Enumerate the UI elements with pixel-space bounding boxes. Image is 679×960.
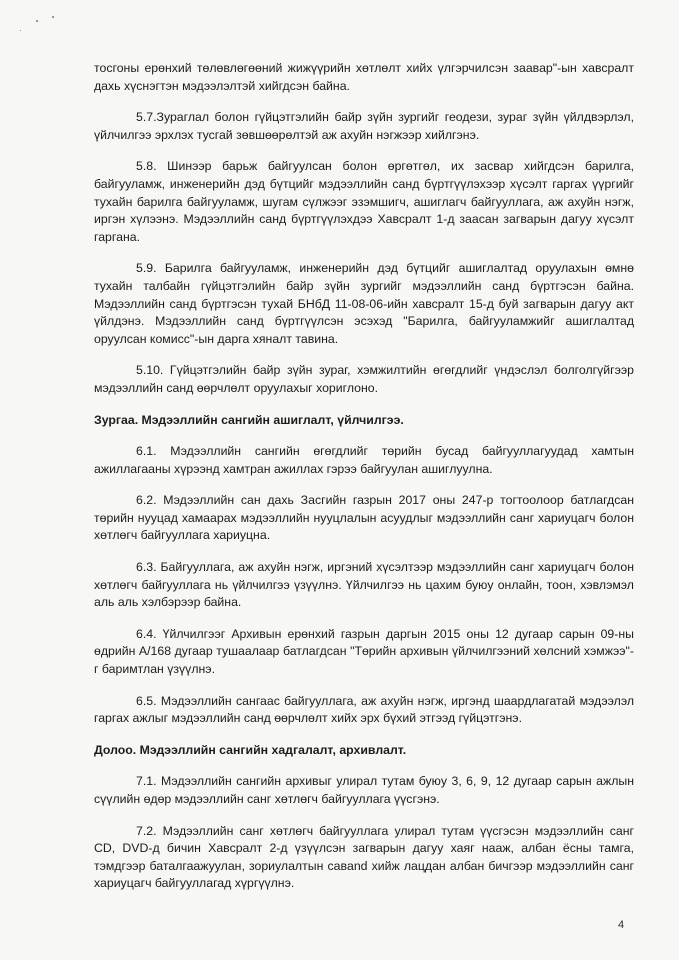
paragraph-5-8: 5.8. Шинээр барьж байгуулсан болон өргөтгөл, их засвар хийгдсэн барилга, байгууламж, инженерийн дэд бүтцийг мэдээллийн санд бүртгүүлэхээр хүсэлт гаргах үүргийг тухайн барилга байгууламж, шугам сүлжээг эзэмшигч, ашиглагч байгууллага, аж ахуйн нэгж, иргэн хүлээнэ. Мэдээллийн санд бүртгүүлэхдээ Хавсралт 1-д заасан загварын дагуу хүсэлт гаргана. bbox=[94, 159, 634, 244]
paragraph-6-5: 6.5. Мэдээллийн сангаас байгууллага, аж ахуйн нэгж, иргэнд шаардлагатай мэдээлэл гаргах ажлыг мэдээллийн санд өөрчлөлт хийх эрх бүхий этгээд гүйцэтгэнэ. bbox=[94, 693, 634, 726]
scan-speck bbox=[36, 20, 38, 22]
page-number: 4 bbox=[618, 919, 625, 931]
paragraph-7-1: 7.1. Мэдээллийн сангийн архивыг улирал тутам буюу 3, 6, 9, 12 дугаар сарын ажлын сүүлийн өдөр мэдээллийн санг хөтлөгч байгууллага үүсгэнэ. bbox=[94, 774, 634, 806]
section-heading-7: Долоо. Мэдээллийн сангийн хадгалалт, архивлалт. bbox=[94, 742, 407, 757]
paragraph-6-1: 6.1. Мэдээллийн сангийн өгөгдлийг төрийн бусад байгууллагуудад хамтын ажиллагааны хүрээнд хамтран ажиллах гэрээ байгуулан ашиглуулна. bbox=[94, 444, 634, 476]
paragraph-7-2: 7.2. Мэдээллийн санг хөтлөгч байгууллага улирал тутам үүсгэсэн мэдээллийн санг CD, DVD-д бичин Хавсралт 2-д үзүүлсэн загварын дагуу хаяг нааж, албан ёсны тамга, тэмдгээр баталгаажуулан, зориулалтын савand хийж лацдан албан бичгээр мэдээллийн санг хариуцагч байгууллагад хүргүүлнэ. bbox=[94, 823, 634, 891]
paragraph-5-10: 5.10. Гүйцэтгэлийн байр зүйн зураг, хэмжилтийн өгөгдлийг үндэслэл болголгүйгээр мэдээллийн санд өөрчлөлт оруулахыг хориглоно. bbox=[94, 363, 634, 395]
scan-speck bbox=[52, 16, 54, 18]
scan-speck bbox=[20, 30, 21, 31]
paragraph-5-7: 5.7.Зураглал болон гүйцэтгэлийн байр зүйн зургийг геодези, зураг зүйн үйлдвэрлэл, үйлчилгээ эрхлэх тусгай зөвшөөрөлтэй аж ахуйн нэгжээр хийлгэнэ. bbox=[94, 110, 634, 142]
paragraph-5-9: 5.9. Барилга байгууламж, инженерийн дэд бүтцийг ашиглалтад оруулахын өмнө тухайн талбайн гүйцэтгэлийн байр зүйн зургийг мэдээллийн санд бүртгэсэн байна. Мэдээллийн санд бүртгэсэн тухай БНбД 11-08-06-ийн хавсралт 15-д буй загварын дагуу акт үйлдэнэ. Мэдээллийн санд бүртгүүлсэн эсэхэд "Барилга, байгууламжийг ашиглалтад оруулсан комисс"-ын дарга хяналт тавина. bbox=[94, 261, 634, 346]
section-heading-6: Зургаа. Мэдээллийн сангийн ашиглалт, үйлчилгээ. bbox=[94, 412, 404, 427]
paragraph-6-3: 6.3. Байгууллага, аж ахуйн нэгж, иргэний хүсэлтээр мэдээллийн санг хариуцагч болон хөтлөгч байгууллага нь үйлчилгээ үзүүлнэ. Үйлчилгээ нь цахим буюу онлайн, тоон, хэвлэмэл аль аль хэлбэрээр байна. bbox=[94, 560, 634, 610]
document-body bbox=[94, 60, 634, 907]
paragraph-continuation: тосгоны ерөнхий төлөвлөгөөний жижүүрийн хөтлөлт хийх үлгэрчилсэн заавар"-ын хавсралт дахь хүснэгтэн мэдээлэлтэй хийгдсэн байна. bbox=[94, 61, 634, 93]
paragraph-6-4: 6.4. Үйлчилгээг Архивын ерөнхий газрын даргын 2015 оны 12 дугаар сарын 09-ны өдрийн А/168 дугаар тушаалаар батлагдсан "Төрийн архивын үйлчилгээний хөлсний хэмжээ"-г баримтлан үзүүлнэ. bbox=[94, 626, 634, 677]
paragraph-6-2: 6.2. Мэдээллийн сан дахь Засгийн газрын 2017 оны 247-р тогтоолоор батлагдсан төрийн нууцад хамаарах мэдээллийн нууцлалын асуудлыг мэдээллийн санг хариуцагч болон хөтлөгч байгууллага хариуцна. bbox=[94, 493, 634, 543]
